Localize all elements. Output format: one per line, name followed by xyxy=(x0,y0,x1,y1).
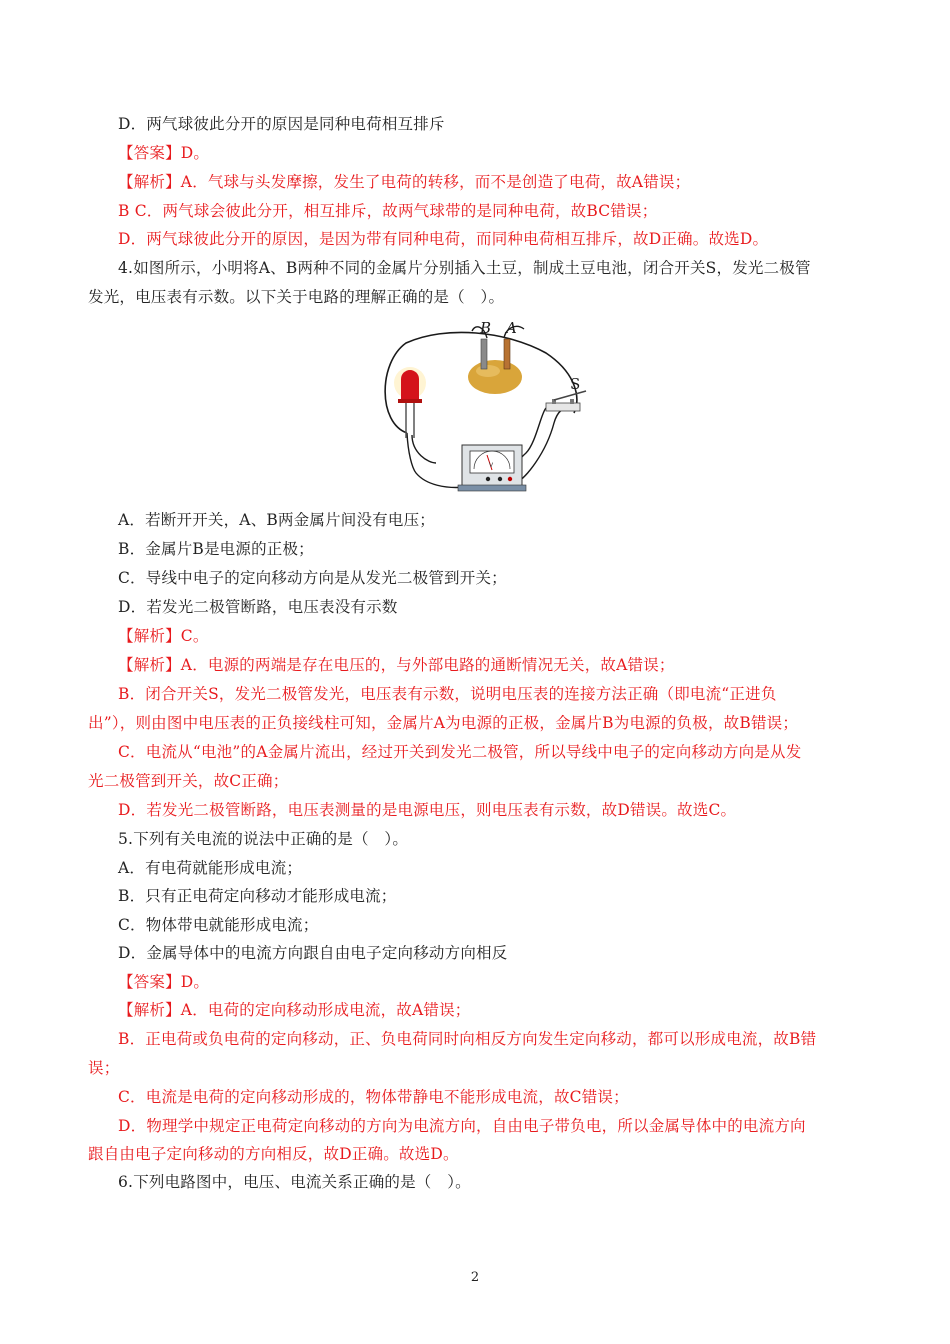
analysis-q5-d: D．物理学中规定正电荷定向移动的方向为电流方向，自由电子带负电，所以金属导体中的电流方向 xyxy=(118,1117,806,1135)
answer-q3: 【答案】D。 xyxy=(118,144,210,162)
answer-q4: 【解析】C。 xyxy=(118,627,209,645)
analysis-q3-a: 【解析】A．气球与头发摩擦，发生了电荷的转移，而不是创造了电荷，故A错误； xyxy=(118,173,691,191)
answer-q5: 【答案】D。 xyxy=(118,973,210,991)
option-d-q4: D．若发光二极管断路，电压表没有示数 xyxy=(118,598,398,616)
question-5-stem: 5.下列有关电流的说法中正确的是（ ）。 xyxy=(118,830,409,848)
potato-icon xyxy=(468,360,522,394)
analysis-q3-bc: B C．两气球会彼此分开，相互排斥，故两气球带的是同种电荷，故BC错误； xyxy=(118,202,658,220)
metal-plate-b-icon xyxy=(481,339,487,369)
analysis-q5-a: 【解析】A．电荷的定向移动形成电流，故A错误； xyxy=(118,1001,471,1019)
voltmeter-icon xyxy=(458,445,526,491)
question-4-stem: 4.如图所示，小明将A、B两种不同的金属片分别插入土豆，制成土豆电池，闭合开关S，发光二极管 xyxy=(118,259,811,277)
potato-battery-circuit-figure xyxy=(376,313,590,498)
analysis-q3-d: D．两气球彼此分开的原因，是因为带有同种电荷，而同种电荷相互排斥，故D正确。故选D。 xyxy=(118,230,769,248)
analysis-q5-b: B．正电荷或负电荷的定向移动，正、负电荷同时向相反方向发生定向移动，都可以形成电流，故B错 xyxy=(118,1030,817,1048)
label-a: A xyxy=(506,319,517,337)
option-b-q4: B．金属片B是电源的正极； xyxy=(118,540,314,558)
question-6-stem: 6.下列电路图中，电压、电流关系正确的是（ ）。 xyxy=(118,1173,471,1191)
analysis-q4-b-cont: 出”），则由图中电压表的正负接线柱可知，金属片A为电源的正极，金属片B为电源的负极，故B错误； xyxy=(88,714,799,732)
option-c-q4: C．导线中电子的定向移动方向是从发光二极管到开关； xyxy=(118,569,507,587)
analysis-q5-d-cont: 跟自由电子定向移动的方向相反，故D正确。故选D。 xyxy=(88,1145,459,1163)
analysis-q4-a: 【解析】A．电源的两端是存在电压的，与外部电路的通断情况无关，故A错误； xyxy=(118,656,675,674)
analysis-q4-c: C．电流从“电池”的A金属片流出，经过开关到发光二极管，所以导线中电子的定向移动方向是从发 xyxy=(118,743,802,761)
svg-text:V: V xyxy=(489,462,494,469)
page-number: 2 xyxy=(470,1270,480,1285)
option-a-q5: A．有电荷就能形成电流； xyxy=(118,859,303,877)
question-4-stem-cont: 发光，电压表有示数。以下关于电路的理解正确的是（ ）。 xyxy=(88,288,505,306)
analysis-q4-d: D．若发光二极管断路，电压表测量的是电源电压，则电压表有示数，故D错误。故选C。 xyxy=(118,801,737,819)
option-c-q5: C．物体带电就能形成电流； xyxy=(118,916,319,934)
label-b: B xyxy=(480,319,492,337)
analysis-q4-b: B．闭合开关S，发光二极管发光，电压表有示数，说明电压表的连接方法正确（即电流“正进负 xyxy=(118,685,777,703)
option-b-q5: B．只有正电荷定向移动才能形成电流； xyxy=(118,887,397,905)
analysis-q5-c: C．电流是电荷的定向移动形成的，物体带静电不能形成电流，故C错误； xyxy=(118,1088,629,1106)
switch-icon xyxy=(546,391,586,411)
analysis-q5-b-cont: 误； xyxy=(88,1059,120,1077)
analysis-q4-c-cont: 光二极管到开关，故C正确； xyxy=(88,772,289,790)
label-s: S xyxy=(570,375,581,393)
metal-plate-a-icon xyxy=(504,339,510,369)
option-d-q5: D．金属导体中的电流方向跟自由电子定向移动方向相反 xyxy=(118,944,508,962)
option-a-q4: A．若断开开关，A、B两金属片间没有电压； xyxy=(118,511,435,529)
option-d-q3: D．两气球彼此分开的原因是同种电荷相互排斥 xyxy=(118,115,445,133)
